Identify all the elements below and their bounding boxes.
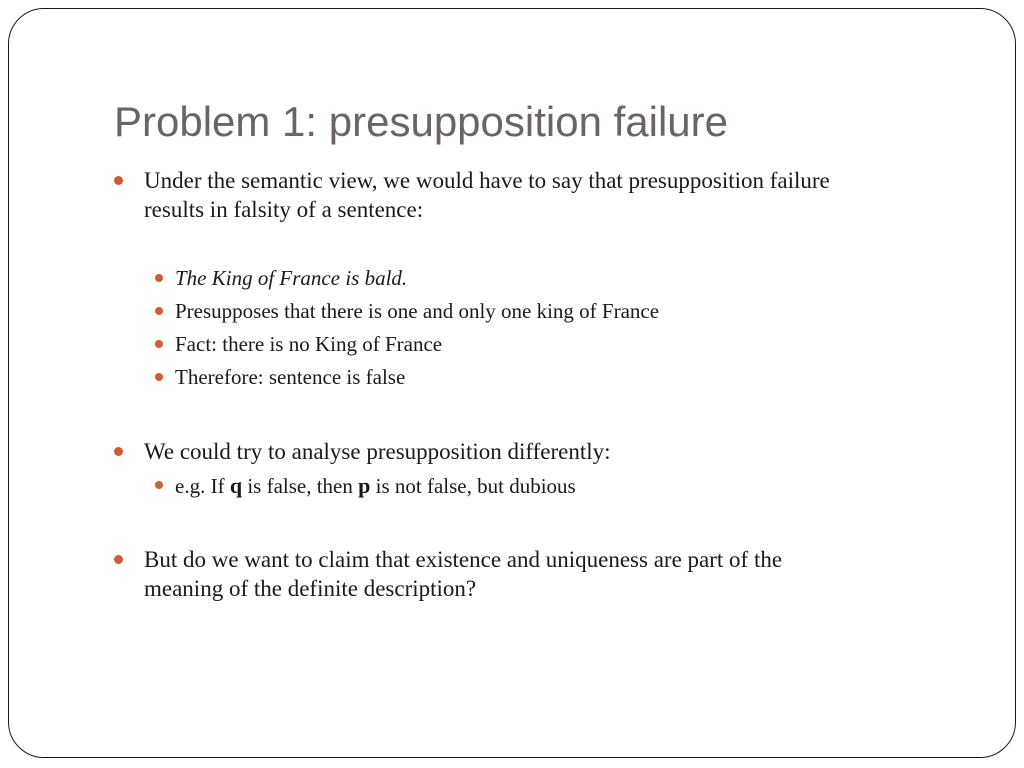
bullet-line: results in falsity of a sentence: — [144, 197, 424, 222]
bullet-line: Under the semantic view, we would have to say that presupposition failure — [144, 168, 830, 193]
text-fragment: e.g. If — [175, 474, 230, 498]
bullet-dot — [114, 176, 123, 185]
bullet-semantic-view — [144, 166, 954, 224]
sub-bullet-dot — [155, 340, 163, 348]
sub-bullet-dot — [155, 481, 163, 489]
bullet-dot — [114, 555, 123, 564]
variable-p: p — [358, 473, 371, 498]
sub-bullet-dot — [155, 274, 163, 282]
sub-bullet-presupposes: Presupposes that there is one and only one king of France — [175, 299, 660, 323]
text-fragment: is not false, but dubious — [370, 474, 576, 498]
bullet-line: meaning of the definite description? — [144, 576, 477, 601]
sub-bullet-dot — [155, 307, 163, 315]
text-fragment: is false, then — [242, 474, 359, 498]
bullet-line: But do we want to claim that existence and uniqueness are part of the — [144, 547, 783, 572]
slide-title: Problem 1: presupposition failure — [114, 98, 729, 145]
sub-bullet-example-sentence: The King of France is bald. — [175, 266, 408, 290]
variable-q: q — [229, 473, 243, 498]
bullet-dot — [114, 447, 123, 456]
bullet-analyse-differently: We could try to analyse presupposition differently: — [144, 439, 611, 464]
sub-bullet-therefore: Therefore: sentence is false — [175, 365, 406, 389]
sub-bullet-example-qp — [175, 472, 955, 500]
sub-bullet-fact: Fact: there is no King of France — [175, 332, 443, 356]
sub-bullet-dot — [155, 373, 163, 381]
bullet-existence-uniqueness — [144, 545, 954, 603]
